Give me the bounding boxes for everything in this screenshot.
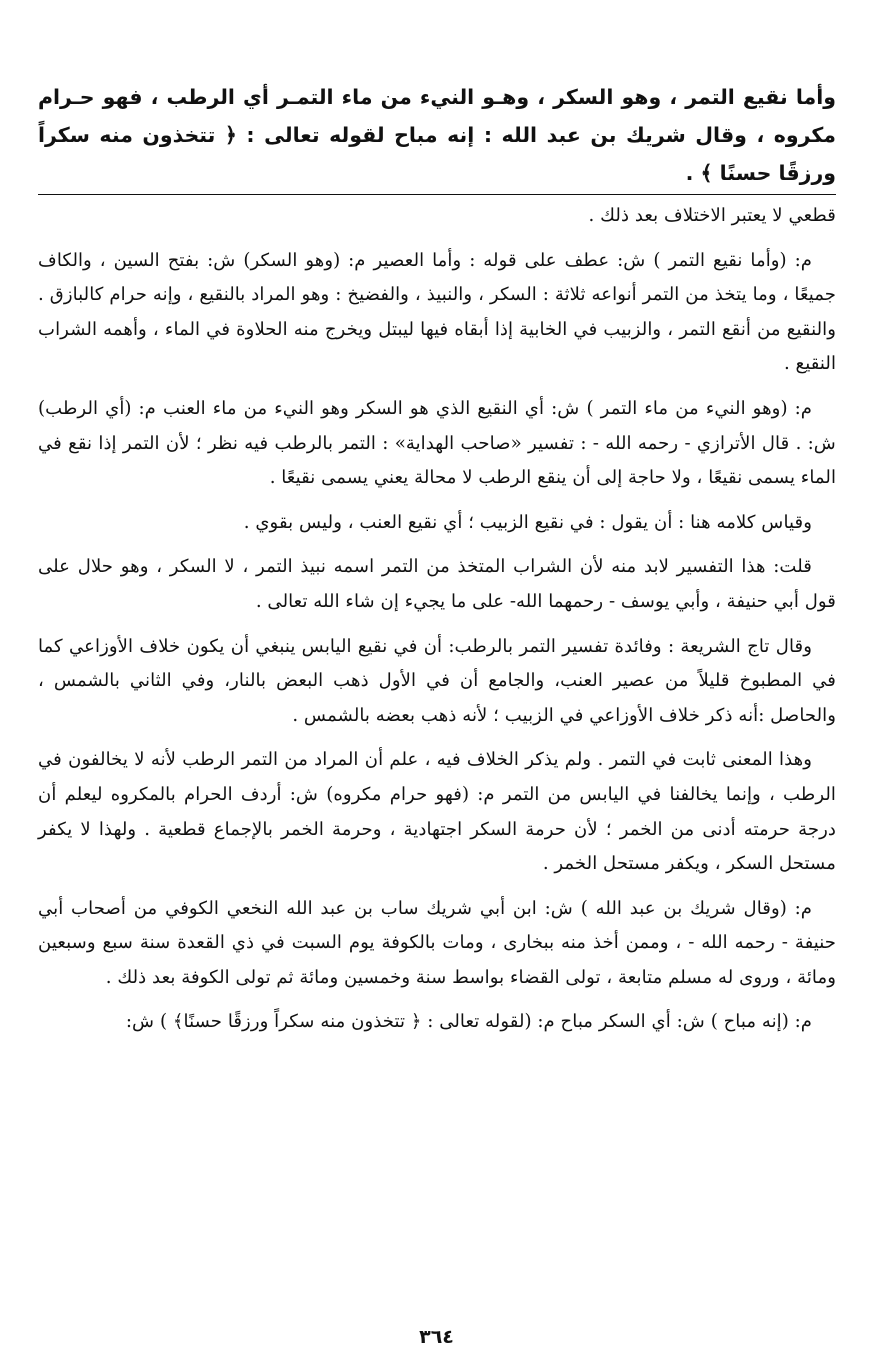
commentary-paragraph: م: (وأما نقيع التمر ) ش: عطف على قوله : وأما العصير م: (وهو السكر) ش: بفتح السين ، والكاف جميعًا ، وما يتخذ من التمر أنواعه ثلاثة : السكر ، والنبيذ ، والفضيخ : وهو المراد بالنقيع ، وإنه حرام كالبازق . والنقيع من أنقع التمر ، والزبيب في الخابية إذا أبقاه فيها ليبتل ويخرج منه الحلاوة في الماء ، وأهمه الشراب النقيع . bbox=[38, 249, 836, 375]
main-text-block bbox=[38, 78, 836, 192]
page-number: ٣٦٤ bbox=[419, 1326, 454, 1348]
commentary-paragraph: وقياس كلامه هنا : أن يقول : في نقيع الزبيب ؛ أي نقيع العنب ، وليس بقوي . bbox=[243, 511, 812, 533]
commentary-paragraph: قطعي لا يعتبر الاختلاف بعد ذلك . bbox=[588, 205, 836, 226]
commentary-paragraph: م: (إنه مباح ) ش: أي السكر مباح م: (لقوله تعالى : ﴿ تتخذون منه سكراً ورزقًا حسنًا﴾ ) ش: bbox=[125, 1011, 812, 1033]
commentary-block bbox=[38, 199, 836, 1050]
separator-line bbox=[38, 194, 836, 195]
commentary-paragraph: م: (وهو النيء من ماء التمر ) ش: أي النقيع الذي هو السكر وهو النيء من ماء العنب م: (أي الرطب) ش: . قال الأترازي - رحمه الله - : تفسير «صاحب الهداية» : التمر بالرطب فيه نظر ؛ لأن التمر إذا نقع في الماء يسمى نقيعًا ، ولا حاجة إلى أن ينقع الرطب لا محالة يعني يسمى نقيعًا . bbox=[38, 397, 836, 489]
commentary-paragraph: م: (وقال شريك بن عبد الله ) ش: ابن أبي شريك ساب بن عبد الله النخعي الكوفي من أصحاب أبي حنيفة - رحمه الله - ، وممن أخذ منه ببخارى ، ومات بالكوفة يوم السبت في ذي القعدة سنة سبع وسبعين ومائة ، وروى له مسلم متابعة ، تولى القضاء بواسط سنة وخمسين ومائة ثم تولى الكوفة بعد ذلك . bbox=[38, 897, 836, 988]
commentary-paragraph: وقال تاج الشريعة : وفائدة تفسير التمر بالرطب: أن في نقيع اليابس ينبغي أن يكون خلاف الأوزاعي كما في المطبوخ قليلاً من عصير العنب، والجامع أن في الأول ذهب البعض بالنار، وفي الثاني بالشمس ، والحاصل :أنه ذكر خلاف الأوزاعي في الزبيب ؛ لأنه ذهب بعضه بالشمس . bbox=[38, 635, 836, 726]
main-text: وأما نقيع التمر ، وهو السكر ، وهـو النيء من ماء التمـر أي الرطب ، فهو حـرام مكروه ، وقال شريك بن عبد الله : إنه مباح لقوله تعالى : ﴿ تتخذون منه سكراً ورزقًا حسنًا ﴾ . bbox=[38, 85, 836, 185]
commentary-paragraph: قلت: هذا التفسير لابد منه لأن الشراب المتخذ من التمر اسمه نبيذ التمر ، لا السكر ، وهو حلال على قول أبي حنيفة ، وأبي يوسف - رحمهما الله- على ما يجيء إن شاء الله تعالى . bbox=[38, 556, 836, 612]
commentary-paragraph: وهذا المعنى ثابت في التمر . ولم يذكر الخلاف فيه ، علم أن المراد من التمر الرطب لأنه لا يخالفون في الرطب ، وإنما يخالفنا في اليابس من التمر م: (فهو حرام مكروه) ش: أردف الحرام بالمكروه ليعلم أن درجة حرمته أدنى من الخمر ؛ لأن حرمة السكر اجتهادية ، وحرمة الخمر بالإجماع قطعية . ولهذا لا يكفر مستحل السكر ، ويكفر مستحل الخمر . bbox=[38, 749, 836, 875]
